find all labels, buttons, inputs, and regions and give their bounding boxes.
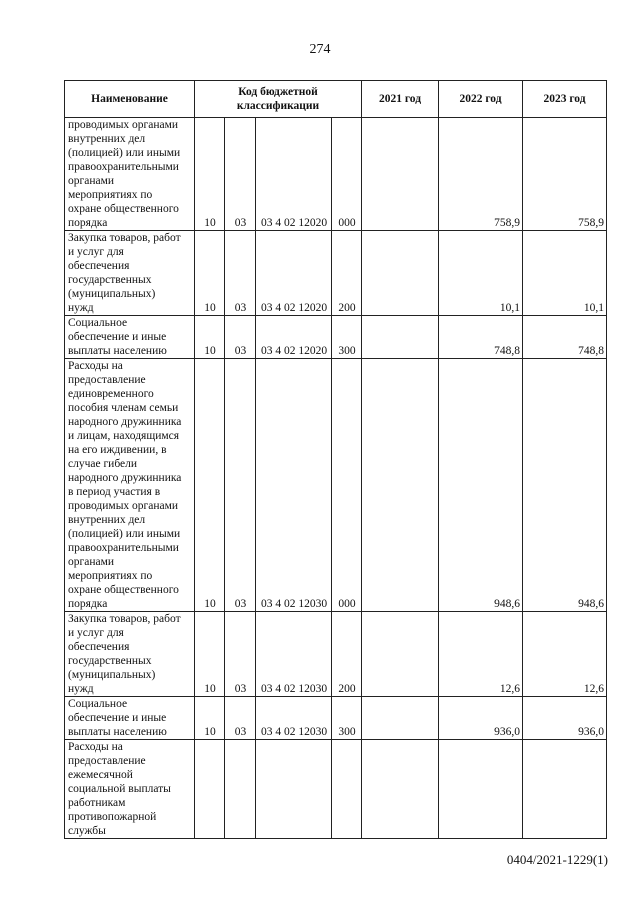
row-cell-vr: [332, 740, 362, 839]
header-2023: 2023 год: [523, 81, 607, 118]
table-body: [65, 118, 607, 839]
row-cell-vr: 300: [332, 697, 362, 740]
header-row: [65, 81, 607, 118]
row-name-cell: Социальное обеспечение и иные выплаты населению: [65, 316, 195, 359]
table-row: [65, 359, 607, 612]
row-cell-pr: 03: [225, 612, 256, 697]
row-cell-rz: 10: [195, 359, 225, 612]
document-reference: 0404/2021-1229(1): [506, 852, 608, 867]
row-cell-rz: 10: [195, 316, 225, 359]
row-cell-csr: 03 4 02 12020: [256, 231, 332, 316]
table-row: [65, 697, 607, 740]
row-cell-vr: 000: [332, 118, 362, 231]
row-name-cell: Закупка товаров, работ и услуг для обеспечения государственных (муниципальных) нужд: [65, 231, 195, 316]
header-name: Наименование: [65, 81, 195, 118]
row-cell-csr: [256, 740, 332, 839]
row-cell-pr: 03: [225, 697, 256, 740]
row-cell-y2022: 12,6: [439, 612, 523, 697]
row-cell-rz: [195, 740, 225, 839]
row-cell-vr: 200: [332, 612, 362, 697]
row-name-cell: проводимых органами внутренних дел (полицией) или иными правоохранительными органами мероприятиях по охране общественного порядка: [65, 118, 195, 231]
row-cell-rz: 10: [195, 697, 225, 740]
row-cell-csr: 03 4 02 12020: [256, 316, 332, 359]
row-cell-y2023: [523, 740, 607, 839]
row-cell-y2023: 936,0: [523, 697, 607, 740]
row-cell-rz: 10: [195, 231, 225, 316]
table-row: [65, 118, 607, 231]
row-cell-csr: 03 4 02 12030: [256, 697, 332, 740]
row-cell-pr: 03: [225, 118, 256, 231]
table-row: [65, 740, 607, 839]
row-cell-csr: 03 4 02 12030: [256, 359, 332, 612]
row-cell-y2021: [362, 359, 439, 612]
row-cell-y2022: 948,6: [439, 359, 523, 612]
header-2022: 2022 год: [439, 81, 523, 118]
row-cell-y2021: [362, 316, 439, 359]
table-row: [65, 316, 607, 359]
row-name-cell: Социальное обеспечение и иные выплаты населению: [65, 697, 195, 740]
row-cell-y2022: 10,1: [439, 231, 523, 316]
budget-table: [64, 80, 607, 839]
row-cell-y2023: 758,9: [523, 118, 607, 231]
header-2021: 2021 год: [362, 81, 439, 118]
row-cell-vr: 300: [332, 316, 362, 359]
row-cell-y2022: 936,0: [439, 697, 523, 740]
row-cell-y2021: [362, 118, 439, 231]
row-cell-y2023: 12,6: [523, 612, 607, 697]
row-cell-y2022: [439, 740, 523, 839]
row-cell-pr: [225, 740, 256, 839]
row-cell-y2022: 758,9: [439, 118, 523, 231]
row-cell-y2023: 10,1: [523, 231, 607, 316]
row-cell-y2021: [362, 697, 439, 740]
row-cell-csr: 03 4 02 12020: [256, 118, 332, 231]
row-name-cell: Закупка товаров, работ и услуг для обеспечения государственных (муниципальных) нужд: [65, 612, 195, 697]
row-cell-y2023: 948,6: [523, 359, 607, 612]
row-cell-pr: 03: [225, 316, 256, 359]
row-cell-pr: 03: [225, 359, 256, 612]
row-cell-rz: 10: [195, 612, 225, 697]
row-cell-pr: 03: [225, 231, 256, 316]
row-cell-y2021: [362, 231, 439, 316]
row-name-cell: Расходы на предоставление единовременного пособия членам семьи народного дружинника и лицам, находящимся на его иждивении, в случае гибели народного дружинника в период участия в проводимых органами внутренних дел (полицией) или иными правоохранительными органами мероприятиях по охране общественного порядка: [65, 359, 195, 612]
row-cell-y2021: [362, 740, 439, 839]
row-name-cell: Расходы на предоставление ежемесячной социальной выплаты работникам противопожарной службы: [65, 740, 195, 839]
row-cell-vr: 000: [332, 359, 362, 612]
row-cell-y2022: 748,8: [439, 316, 523, 359]
table-row: [65, 612, 607, 697]
header-code: Код бюджетной классификации: [195, 81, 362, 118]
table-row: [65, 231, 607, 316]
row-cell-y2021: [362, 612, 439, 697]
page-number: 274: [309, 42, 331, 57]
row-cell-y2023: 748,8: [523, 316, 607, 359]
row-cell-vr: 200: [332, 231, 362, 316]
row-cell-csr: 03 4 02 12030: [256, 612, 332, 697]
row-cell-rz: 10: [195, 118, 225, 231]
